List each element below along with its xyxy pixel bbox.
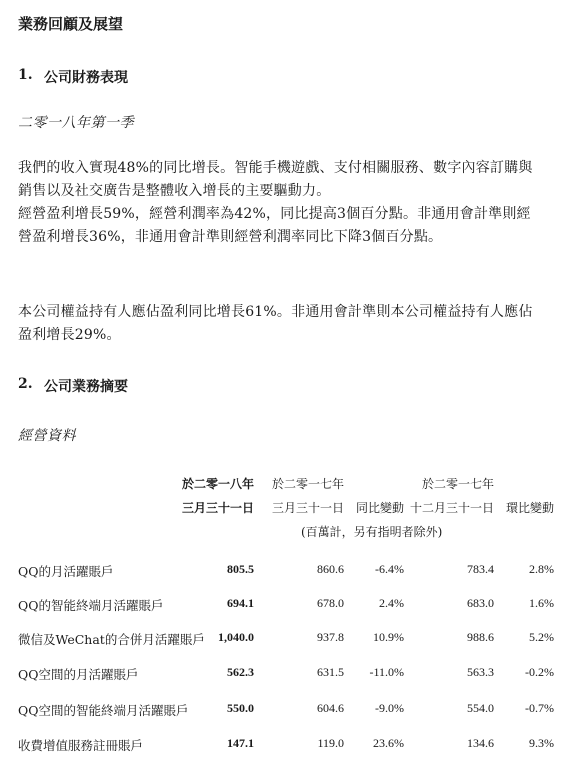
header-2017q1-line2: 三月三十一日: [271, 501, 344, 515]
cell-2017q4: 783.4: [467, 562, 494, 576]
row-label: QQ的智能終端月活躍賬戶: [18, 598, 164, 613]
cell-2018q1: 562.3: [227, 665, 254, 679]
header-yoy: 同比變動: [355, 501, 404, 515]
paragraph-line: 經營盈利增長59%，經營利潤率為42%，同比提高3個百分點。非通用會計準則經: [18, 206, 531, 222]
cell-qoq: 2.8%: [529, 562, 554, 576]
paragraph-line: 本公司權益持有人應佔盈利同比增長61%。非通用會計準則本公司權益持有人應佔: [18, 304, 533, 320]
paragraph-net-profit: [18, 301, 566, 347]
cell-yoy: -9.0%: [375, 701, 404, 715]
header-2018q1-line2: 三月三十一日: [181, 501, 254, 515]
cell-qoq: -0.2%: [525, 665, 554, 679]
operating-info-subheading: 經營資料: [18, 428, 76, 444]
row-label: QQ的月活躍賬戶: [18, 564, 114, 579]
header-qoq: 環比變動: [505, 501, 554, 515]
cell-2017q4: 563.3: [467, 665, 494, 679]
row-label: 微信及WeChat的合併月活躍賬戶: [18, 632, 205, 647]
cell-qoq: -0.7%: [525, 701, 554, 715]
cell-2017q4: 988.6: [467, 630, 494, 644]
section-2-number: 2.: [18, 376, 33, 392]
cell-2018q1: 694.1: [227, 596, 254, 610]
cell-qoq: 9.3%: [529, 736, 554, 750]
row-label: QQ空間的月活躍賬戶: [18, 667, 139, 682]
cell-yoy: -6.4%: [375, 562, 404, 576]
paragraph-revenue: [18, 157, 566, 203]
cell-2017q4: 554.0: [467, 701, 494, 715]
paragraph-operating-profit: [18, 203, 566, 249]
cell-2017q4: 134.6: [467, 736, 494, 750]
section-2-title: 公司業務摘要: [44, 379, 128, 395]
cell-2018q1: 550.0: [227, 701, 254, 715]
cell-2018q1: 805.5: [227, 562, 254, 576]
cell-yoy: 23.6%: [373, 736, 404, 750]
unit-note: (百萬計，另有指明者除外): [301, 525, 443, 539]
paragraph-line: 盈利增長29%。: [18, 327, 121, 343]
cell-yoy: 10.9%: [373, 630, 404, 644]
cell-2017q1: 937.8: [317, 630, 344, 644]
cell-2017q1: 604.6: [317, 701, 344, 715]
cell-2017q1: 119.0: [317, 736, 344, 750]
section-2-heading: [0, 376, 584, 396]
header-2018q1-line1: 於二零一八年: [181, 477, 254, 491]
paragraph-line: 我們的收入實現48%的同比增長。智能手機遊戲、支付相關服務、數字內容訂購與: [18, 160, 533, 176]
header-2017q1-line1: 於二零一七年: [271, 477, 344, 491]
paragraph-line: 營盈利增長36%，非通用會計準則經營利潤率同比下降3個百分點。: [18, 229, 443, 245]
cell-yoy: -11.0%: [369, 665, 404, 679]
page-title: 業務回顧及展望: [18, 15, 124, 33]
section-1-heading: [0, 67, 584, 87]
section-1-title: 公司財務表現: [44, 70, 128, 86]
cell-2017q1: 631.5: [317, 665, 344, 679]
cell-2017q1: 860.6: [317, 562, 344, 576]
cell-qoq: 5.2%: [529, 630, 554, 644]
cell-2018q1: 1,040.0: [218, 630, 254, 644]
cell-qoq: 1.6%: [529, 596, 554, 610]
period-subheading: 二零一八年第一季: [18, 115, 134, 131]
cell-yoy: 2.4%: [379, 596, 404, 610]
paragraph-line: 銷售以及社交廣告是整體收入增長的主要驅動力。: [18, 183, 331, 199]
row-label: 收費增值服務註冊賬戶: [18, 738, 144, 753]
section-1-number: 1.: [18, 67, 33, 83]
cell-2017q4: 683.0: [467, 596, 494, 610]
row-label: QQ空間的智能終端月活躍賬戶: [18, 703, 189, 718]
header-2017q4-line1: 於二零一七年: [421, 477, 494, 491]
cell-2017q1: 678.0: [317, 596, 344, 610]
cell-2018q1: 147.1: [227, 736, 254, 750]
header-2017q4-line2: 十二月三十一日: [409, 501, 494, 515]
